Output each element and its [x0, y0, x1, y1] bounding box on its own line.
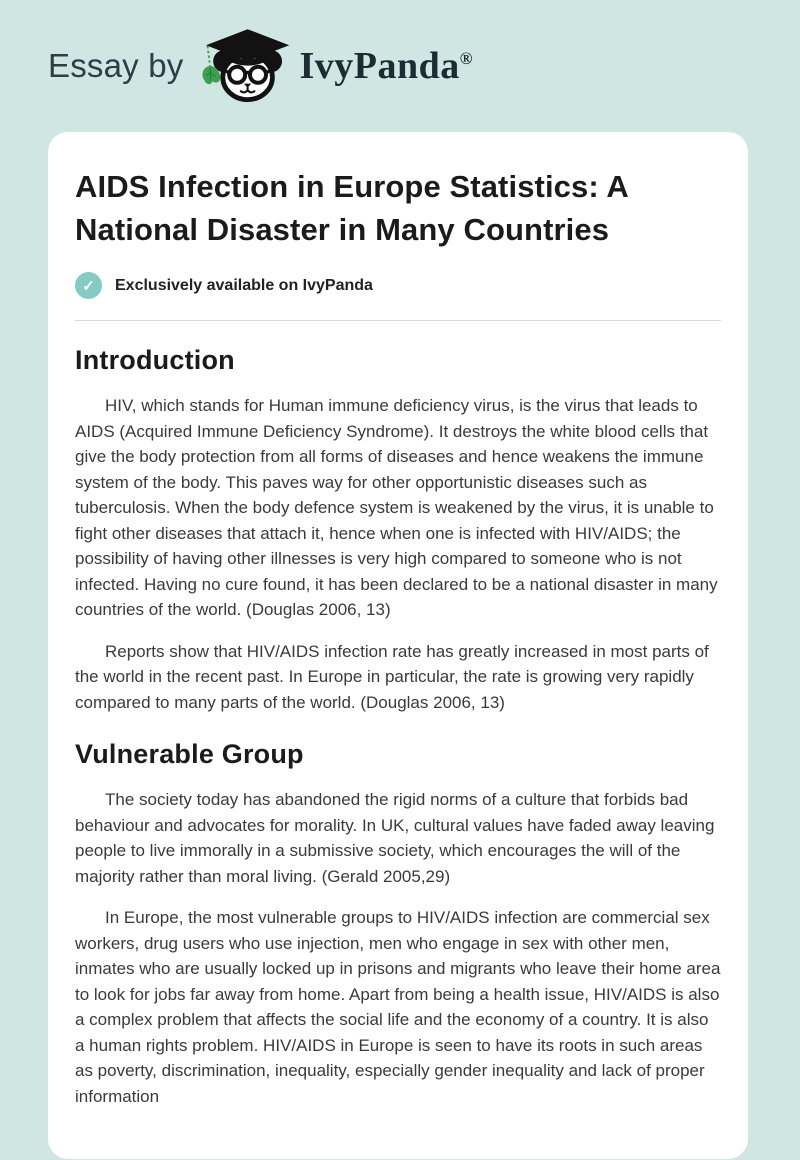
- paragraph: HIV, which stands for Human immune deficiency virus, is the virus that leads to AIDS (Acquired Immune Deficiency Syndrome). It destroys the white blood cells that give the body protection from all forms of diseases and hence weakens the immune system of the body. This paves way for other opportunistic diseases such as tuberculosis. When the body defence system is weakened by the virus, it is unable to fight other diseases that attach it, hence when one is infected with HIV/AIDS; the possibility of having other illnesses is very high compared to someone who is not infected. Having no cure found, it has been declared to be a national disaster in many countries of the world. (Douglas 2006, 13): [75, 396, 718, 619]
- paragraph: In Europe, the most vulnerable groups to HIV/AIDS infection are commercial sex workers, drug users who use injection, men who engage in sex with other men, inmates who are usually locked up in prisons and migrants who leave their home area to look for jobs far away from home. Apart from being a health issue, HIV/AIDS is also a complex problem that affects the social life and the economy of a country. It is also a human rights problem. HIV/AIDS in Europe is seen to have its roots in such areas as poverty, discrimination, inequality, especially gender inequality and lack of proper information: [75, 908, 721, 1106]
- paragraph: Reports show that HIV/AIDS infection rate has greatly increased in most parts of the world in the recent past. In Europe in particular, the rate is growing very rapidly compared to many parts of the world. (Douglas 2006, 13): [75, 641, 709, 712]
- section-heading-introduction: Introduction: [75, 345, 235, 375]
- panda-graduate-icon: [198, 22, 294, 110]
- essay-by-label: Essay by: [48, 47, 184, 84]
- brand-name: IvyPanda®: [299, 45, 473, 87]
- divider: [75, 320, 721, 321]
- site-header: [0, 0, 800, 132]
- essay-card: [48, 132, 748, 1159]
- section-vulnerable-group: [75, 739, 721, 1109]
- registered-mark: ®: [459, 49, 473, 68]
- section-heading-vulnerable-group: Vulnerable Group: [75, 739, 304, 769]
- ivypanda-logo-link[interactable]: [198, 22, 473, 110]
- check-icon: ✓: [75, 272, 102, 299]
- paragraph: The society today has abandoned the rigid norms of a culture that forbids bad behaviour and advocates for morality. In UK, cultural values have faded away leaving people to live immorally in a submissive society, which encourages the will of the majority rather than moral living. (Gerald 2005,29): [75, 790, 715, 886]
- page-title: AIDS Infection in Europe Statistics: A National Disaster in Many Countries: [75, 169, 628, 247]
- availability-label: Exclusively available on IvyPanda: [115, 276, 373, 294]
- section-introduction: [75, 345, 721, 715]
- availability-badge: [75, 272, 721, 299]
